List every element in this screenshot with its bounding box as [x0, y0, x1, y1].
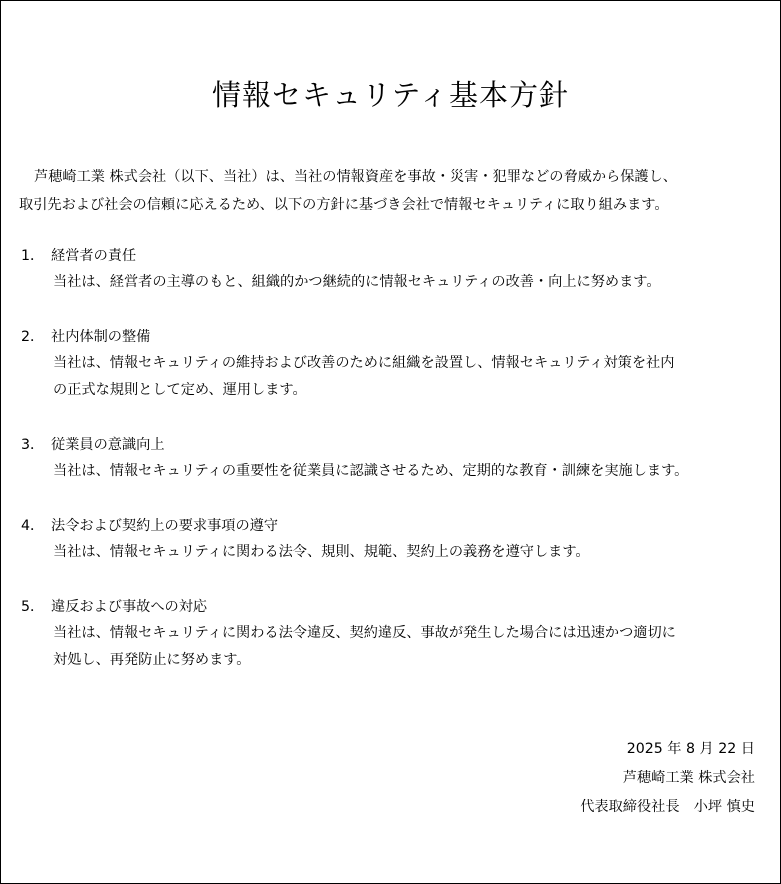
section-number: 1． — [21, 248, 45, 264]
section-number: 5． — [21, 599, 45, 615]
section-body — [53, 269, 771, 296]
section-heading — [21, 513, 771, 539]
section-text-line: 当社は、情報セキュリティの重要性を従業員に認識させるため、定期的な教育・訓練を実施します。 — [53, 463, 689, 479]
section-body — [53, 458, 771, 485]
section-body — [53, 539, 771, 566]
section-title: 経営者の責任 — [51, 248, 137, 264]
section-text-line: 対処し、再発防止に努めます。 — [53, 652, 251, 668]
policy-section-3 — [21, 432, 771, 485]
section-title: 法令および契約上の要求事項の遵守 — [51, 518, 279, 534]
intro-line: 取引先および社会の信頼に応えるため、以下の方針に基づき会社で情報セキュリティに取り組みます。 — [19, 197, 669, 213]
policy-section-5 — [21, 594, 771, 674]
section-text-line: 当社は、情報セキュリティに関わる法令、規則、規範、契約上の義務を遵守します。 — [53, 544, 590, 560]
section-heading — [21, 432, 771, 458]
policy-section-2 — [21, 324, 771, 404]
signature-representative: 代表取締役社長 小坪 慎史 — [580, 799, 755, 815]
section-text-line: 当社は、経営者の主導のもと、組織的かつ継続的に情報セキュリティの改善・向上に努めます。 — [53, 274, 661, 290]
section-title: 社内体制の整備 — [51, 329, 151, 345]
section-text-line: 当社は、情報セキュリティの維持および改善のために組織を設置し、情報セキュリティ対策を社内 — [53, 355, 675, 371]
signature-company: 芦穂崎工業 株式会社 — [622, 770, 755, 786]
section-heading — [21, 324, 771, 350]
policy-section-4 — [21, 513, 771, 566]
document-title: 情報セキュリティ基本方針 — [211, 78, 570, 113]
policy-section-1 — [21, 243, 771, 296]
section-number: 3． — [21, 437, 45, 453]
section-heading — [21, 594, 771, 620]
section-text-line: 当社は、情報セキュリティに関わる法令違反、契約違反、事故が発生した場合には迅速かつ適切に — [53, 625, 676, 641]
signature-block — [580, 735, 755, 822]
section-body — [53, 350, 771, 404]
section-title: 違反および事故への対応 — [51, 599, 208, 615]
section-number: 4． — [21, 518, 45, 534]
section-text-line: の正式な規則として定め、運用します。 — [53, 382, 307, 398]
section-heading — [21, 243, 771, 269]
intro-paragraph — [19, 163, 769, 219]
section-title: 従業員の意識向上 — [51, 437, 165, 453]
section-body — [53, 620, 771, 674]
policy-sections — [21, 243, 771, 702]
section-number: 2． — [21, 329, 45, 345]
intro-line: 芦穂崎工業 株式会社（以下、当社）は、当社の情報資産を事故・災害・犯罪などの脅威から保護し、 — [34, 169, 677, 185]
signature-date: 2025 年 8 月 22 日 — [626, 741, 755, 757]
